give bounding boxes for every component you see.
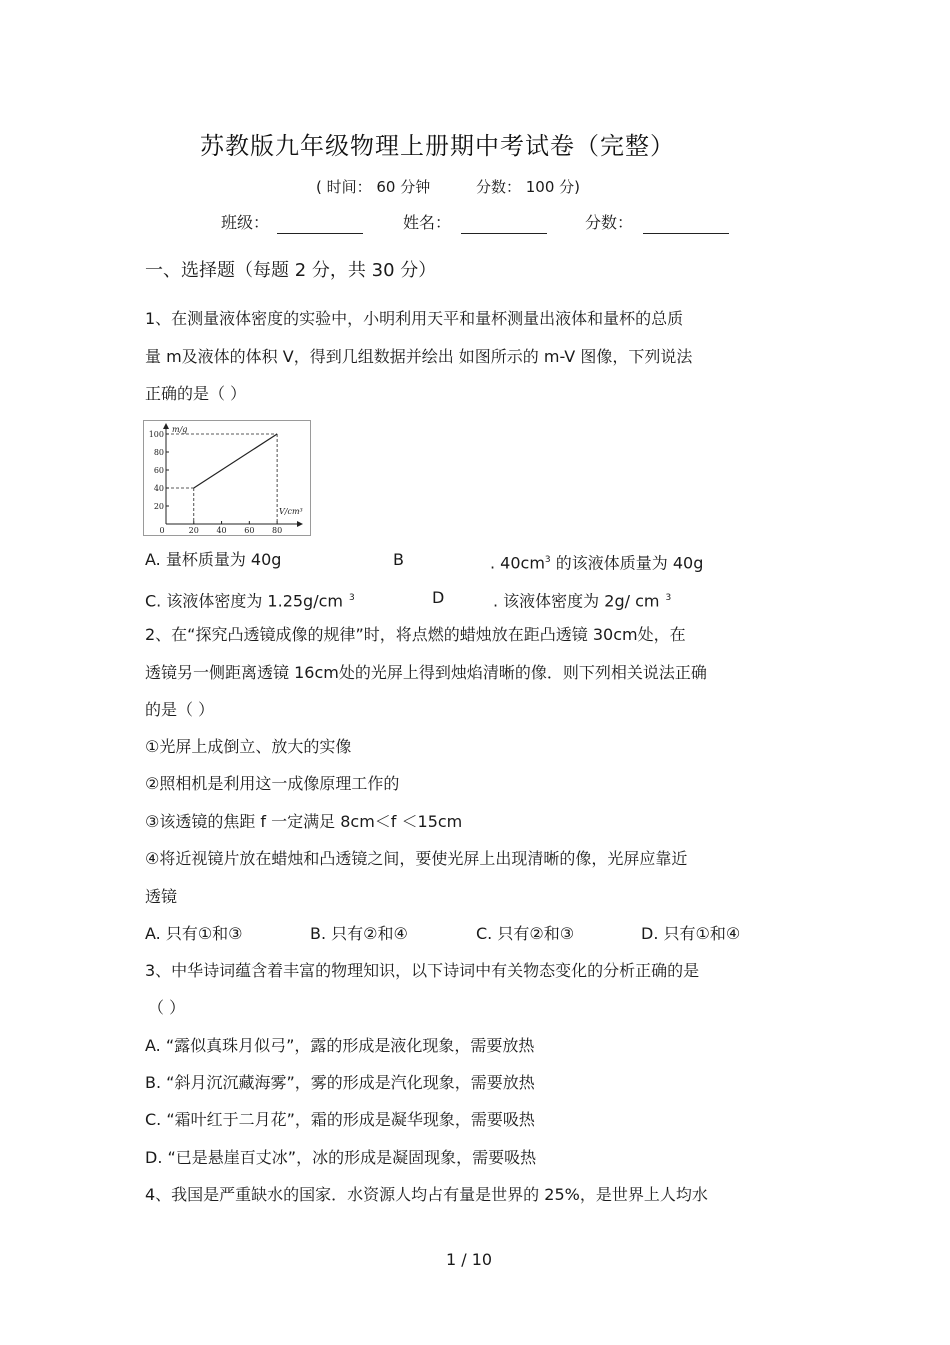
x-axis-arrow	[297, 521, 303, 527]
section-heading: 一、选择题（每题 2 分，共 30 分）	[145, 260, 437, 281]
q1-line3: 正确的是（ ）	[145, 384, 247, 403]
score-field	[585, 212, 729, 234]
q1-option-b	[490, 549, 703, 574]
subtitle-time: ( 时间： 60 分钟	[316, 178, 431, 196]
y-tick-label: 40	[153, 484, 164, 493]
q3-option-b: B. “斜月沉沉藏海雾”，雾的形成是汽化现象，需要放热	[145, 1073, 535, 1092]
y-tick-label: 100	[148, 430, 164, 439]
y-tick-label: 60	[153, 466, 164, 475]
series-line	[194, 434, 277, 488]
q2-statement-4a: ④将近视镜片放在蜡烛和凸透镜之间，要使光屏上出现清晰的像，光屏应靠近	[145, 849, 688, 868]
x-tick-label: 0	[159, 526, 165, 535]
score-blank	[643, 217, 729, 234]
x-tick-label: 20	[188, 526, 199, 535]
subtitle-score: 分数： 100 分)	[476, 178, 581, 196]
x-tick-label: 60	[244, 526, 255, 535]
q3-line2: （ ）	[148, 998, 186, 1017]
name-field	[403, 212, 547, 234]
q2-option-a: A. 只有①和③	[145, 924, 243, 943]
q3-option-c: C. “霜叶红于二月花”，霜的形成是凝华现象，需要吸热	[145, 1110, 535, 1129]
y-axis-label: m/g	[172, 425, 188, 434]
q1-option-d-sup: 3	[665, 593, 672, 603]
q2-statement-2: ②照相机是利用这一成像原理工作的	[145, 774, 400, 793]
mv-chart	[143, 420, 311, 536]
mv-chart-svg	[144, 421, 310, 535]
q3-option-d: D. “已是悬崖百丈冰”，冰的形成是凝固现象，需要吸热	[145, 1148, 537, 1167]
page-title: 苏教版九年级物理上册期中考试卷（完整）	[200, 132, 675, 160]
class-field	[221, 212, 363, 234]
q2-line1: 2、在“探究凸透镜成像的规律”时，将点燃的蜡烛放在距凸透镜 30cm处，在	[145, 625, 686, 644]
y-axis-arrow	[163, 423, 169, 429]
q4-line1: 4、我国是严重缺水的国家．水资源人均占有量是世界的 25%，是世界上人均水	[145, 1185, 708, 1204]
q1-line1: 1、在测量液体密度的实验中，小明利用天平和量杯测量出液体和量杯的总质	[145, 309, 684, 328]
page-number: 1 / 10	[446, 1250, 493, 1269]
x-axis-label: V/cm³	[279, 507, 303, 516]
class-blank	[277, 217, 363, 234]
q1-option-b-text: . 40cm	[490, 553, 545, 573]
q1-option-b-sup: 3	[544, 555, 551, 565]
class-label: 班级：	[221, 213, 270, 232]
q2-option-c: C. 只有②和③	[476, 924, 575, 943]
q1-option-b-tail: 的该液体质量为 40g	[550, 553, 704, 573]
q1-option-c	[145, 587, 355, 612]
y-tick-label: 80	[153, 448, 164, 457]
q1-option-d-label: D	[432, 588, 445, 607]
q1-option-a: A. 量杯质量为 40g	[145, 550, 282, 569]
q1-option-d-text: . 该液体密度为 2g/ cm	[493, 591, 660, 611]
q2-statement-4b: 透镜	[145, 887, 178, 906]
q3-option-a: A. “露似真珠月似弓”，露的形成是液化现象，需要放热	[145, 1036, 535, 1055]
q1-option-c-text: C. 该液体密度为 1.25g/cm	[145, 591, 343, 611]
q1-option-c-sup: 3	[349, 593, 355, 603]
score-label: 分数：	[585, 213, 634, 232]
q1-option-d	[493, 587, 671, 612]
q2-statement-1: ①光屏上成倒立、放大的实像	[145, 737, 352, 756]
q2-option-d: D. 只有①和④	[641, 924, 741, 943]
name-label: 姓名：	[403, 213, 452, 232]
q2-statement-3: ③该透镜的焦距 f 一定满足 8cm＜f ＜15cm	[145, 812, 463, 831]
x-tick-label: 80	[272, 526, 283, 535]
q3-line1: 3、中华诗词蕴含着丰富的物理知识，以下诗词中有关物态变化的分析正确的是	[145, 961, 700, 980]
x-tick-label: 40	[216, 526, 227, 535]
q2-option-b: B. 只有②和④	[310, 924, 408, 943]
q1-option-b-label: B	[393, 550, 404, 569]
name-blank	[461, 217, 547, 234]
q2-line2: 透镜另一侧距离透镜 16cm处的光屏上得到烛焰清晰的像．则下列相关说法正确	[145, 663, 707, 682]
y-tick-label: 20	[153, 502, 164, 511]
q2-line3: 的是（ ）	[145, 700, 215, 719]
q1-line2: 量 m及液体的体积 V，得到几组数据并绘出 如图所示的 m-V 图像，下列说法	[145, 347, 693, 366]
